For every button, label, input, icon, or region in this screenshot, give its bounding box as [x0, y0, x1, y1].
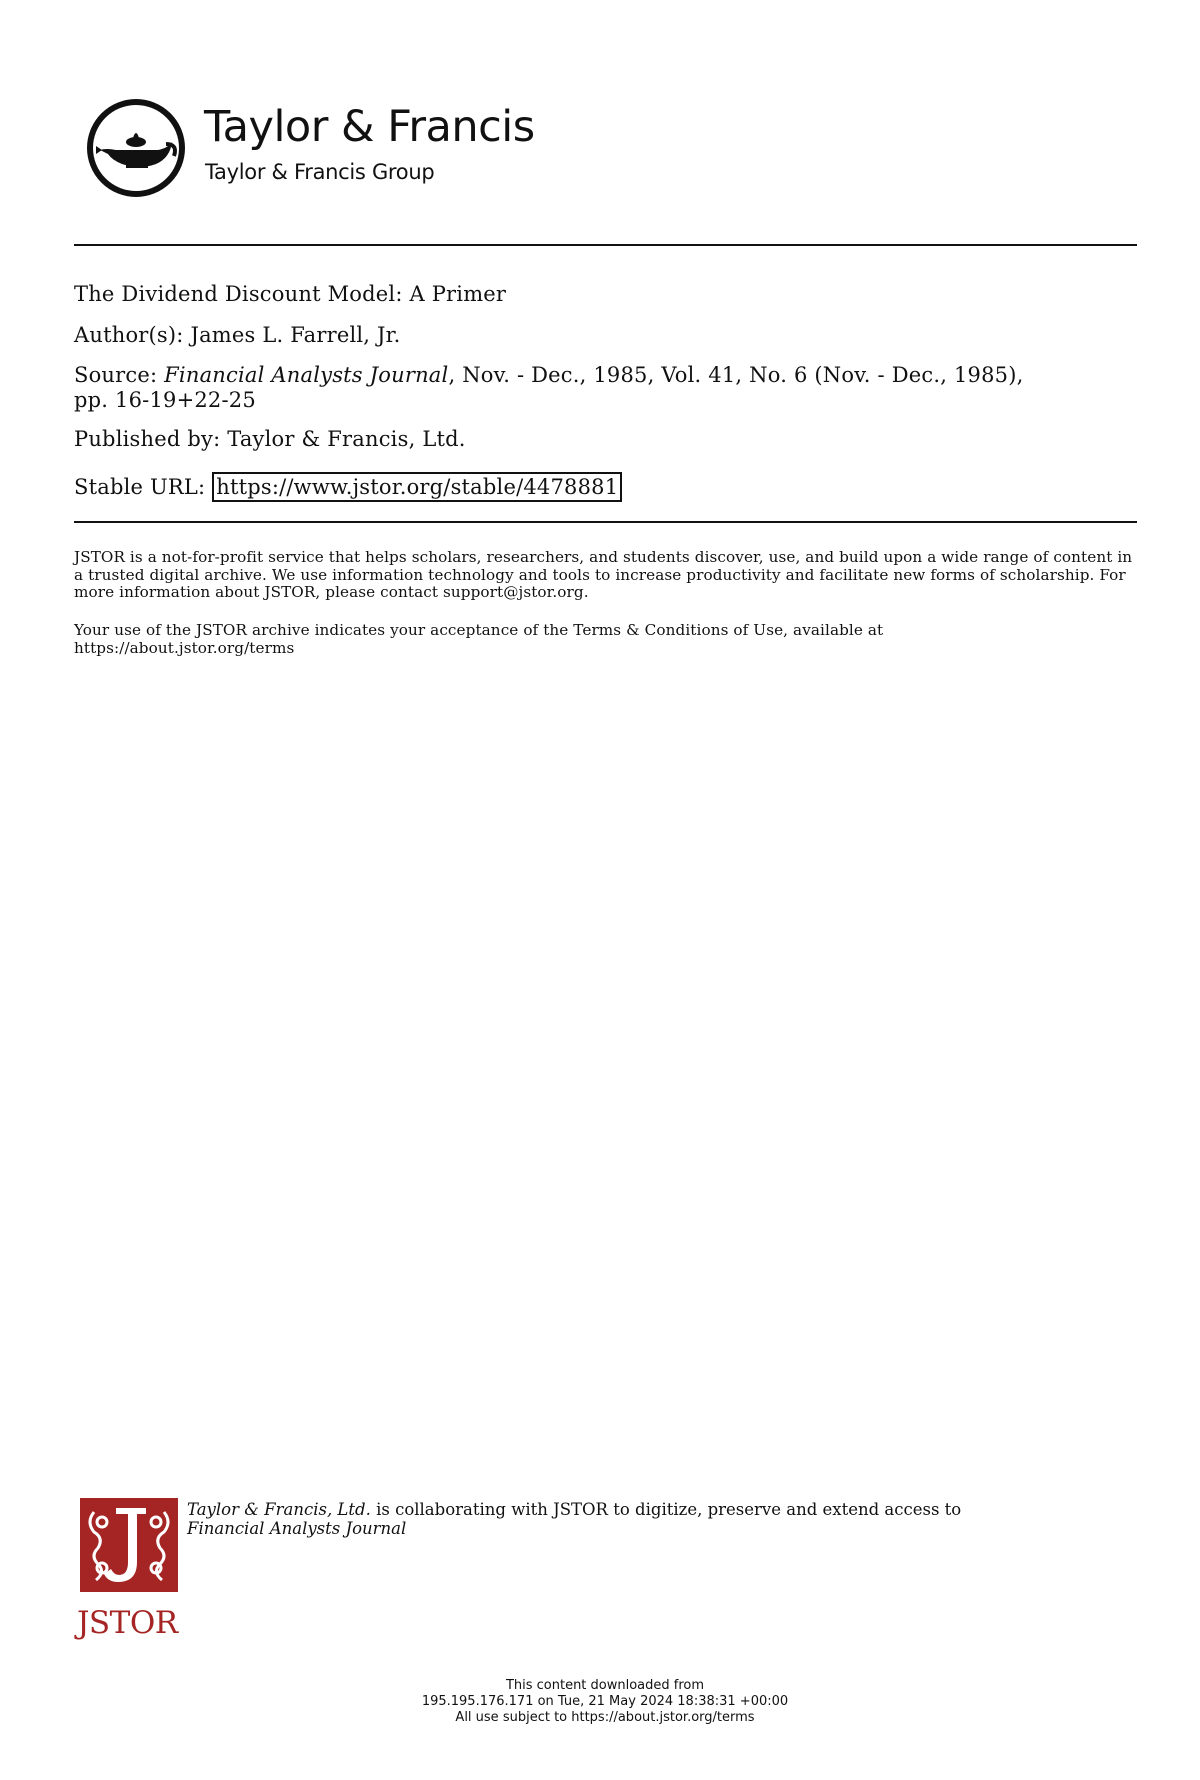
- stable-url-link[interactable]: https://www.jstor.org/stable/4478881: [212, 472, 622, 502]
- footer-line-3: All use subject to https://about.jstor.org/terms: [455, 1710, 755, 1725]
- article-title: The Dividend Discount Model: A Primer: [74, 282, 507, 306]
- collab-journal: Financial Analysts Journal: [187, 1519, 407, 1538]
- jstor-notice: JSTOR is a not-for-profit service that helps scholars, researchers, and students discover, use, and build upon a wide range of content in a trusted digital archive. We use information technology and tools to increase productivity and facilitate new forms of scholarship. For more information about JSTOR, please contact support@jstor.org.: [74, 548, 1133, 601]
- collab-text: is collaborating with JSTOR to digitize, preserve and extend access to: [370, 1500, 962, 1519]
- terms-text: Your use of the JSTOR archive indicates your acceptance of the Terms & Conditions of Use, available at: [74, 621, 884, 639]
- published-by-name: Taylor & Francis, Ltd.: [227, 427, 466, 451]
- publisher-group: Taylor & Francis Group: [205, 160, 435, 184]
- top-divider: [74, 244, 1137, 246]
- collab-publisher: Taylor & Francis, Ltd.: [187, 1500, 371, 1519]
- publisher-logo: [86, 98, 535, 208]
- source-pages: pp. 16-19+22-25: [74, 388, 256, 412]
- source-details: , Nov. - Dec., 1985, Vol. 41, No. 6 (Nov. - Dec., 1985),: [448, 363, 1024, 387]
- bottom-divider: [74, 521, 1137, 523]
- footer-line-1: This content downloaded from: [505, 1678, 705, 1693]
- article-publisher: [74, 427, 1134, 452]
- jstor-emblem: [80, 1498, 178, 1592]
- collaboration-notice: [187, 1500, 1087, 1538]
- article-stable-url: [74, 472, 1134, 502]
- terms-url: https://about.jstor.org/terms: [74, 638, 295, 657]
- jstor-j-icon: [80, 1498, 178, 1592]
- stable-url-label: Stable URL:: [74, 475, 206, 499]
- footer-line-2: 195.195.176.171 on Tue, 21 May 2024 18:38:31 +00:00: [421, 1694, 789, 1709]
- author-label: Author(s):: [74, 323, 184, 347]
- terms-notice: [74, 622, 1139, 657]
- author-name: James L. Farrell, Jr.: [190, 323, 401, 347]
- source-journal: Financial Analysts Journal: [164, 363, 449, 387]
- article-source: [74, 363, 1134, 413]
- jstor-wordmark: JSTOR: [77, 1605, 178, 1641]
- article-author: [74, 323, 1134, 348]
- lamp-icon: [86, 98, 186, 198]
- download-footer: [300, 1678, 910, 1726]
- source-label: Source:: [74, 363, 158, 387]
- published-by-label: Published by:: [74, 427, 221, 451]
- publisher-name: Taylor & Francis: [204, 102, 535, 152]
